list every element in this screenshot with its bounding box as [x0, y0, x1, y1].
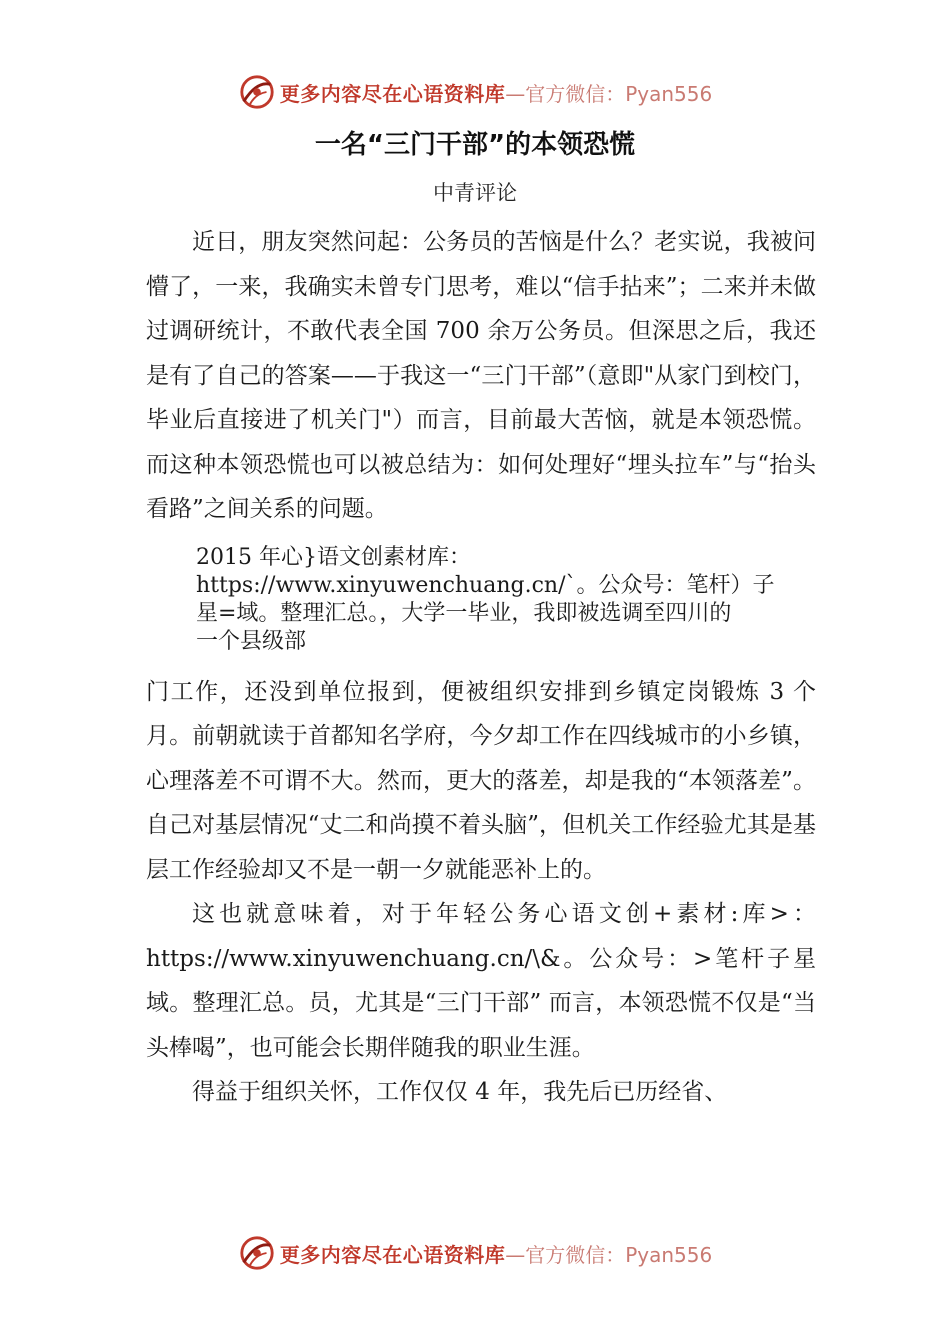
banner-sub-text: —官方微信：Pyan556: [505, 1242, 713, 1267]
article-author: 中青评论: [433, 181, 517, 205]
header-banner: [0, 72, 950, 112]
logo-icon: [238, 1234, 276, 1272]
inserted-note-line: 2015 年心}语文创素材库：: [196, 544, 471, 570]
inserted-note-line: 一个县级部: [196, 628, 307, 654]
inserted-note: [196, 544, 816, 656]
inserted-note-line: 星=域。整理汇总。，大学一毕业，我即被选调至四川的: [196, 600, 732, 626]
paragraph-4: 得益于组织关怀，工作仅仅 4 年，我先后已历经省、: [192, 1079, 728, 1105]
banner-main-text: 更多内容尽在心语资料库: [279, 81, 506, 106]
logo-icon: [238, 73, 276, 111]
article-body: [146, 220, 816, 1115]
banner-main-text: 更多内容尽在心语资料库: [279, 1242, 506, 1267]
paragraph-3: 这也就意味着，对于年轻公务心语文创+素材:库>：https://www.xinyuwenchuang.cn/\&。公众号：>笔杆子星域。整理汇总。员，尤其是“三门干部” 而言，本领恐慌不仅是“当头棒喝”，也可能会长期伴随我的职业生涯。: [146, 901, 816, 1061]
inserted-note-line: https://www.xinyuwenchuang.cn/`。公众号：笔杆）子: [196, 572, 775, 598]
banner-sub-text: —官方微信：Pyan556: [505, 81, 713, 106]
paragraph-1: 近日，朋友突然问起：公务员的苦恼是什么？老实说，我被问懵了，一来，我确实未曾专门思考，难以“信手拈来”；二来并未做过调研统计，不敢代表全国 700 余万公务员。但深思之后，我还是有了自己的答案——于我这一“三门干部”（意即"从家门到校门，毕业后直接进了机关门"）而言，目前最大苦恼，就是本领恐慌。而这种本领恐慌也可以被总结为：如何处理好“埋头拉车”与“抬头看路”之间关系的问题。: [146, 229, 816, 522]
paragraph-2: 门工作，还没到单位报到，便被组织安排到乡镇定岗锻炼 3 个月。前朝就读于首都知名学府，今夕却工作在四线城市的小乡镇，心理落差不可谓不大。然而，更大的落差，却是我的“本领落差”。自己对基层情况“丈二和尚摸不着头脑”，但机关工作经验尤其是基层工作经验却又不是一朝一夕就能恶补上的。: [146, 678, 816, 883]
footer-banner: [0, 1233, 950, 1273]
article-title: 一名“三门干部”的本领恐慌: [314, 130, 636, 160]
